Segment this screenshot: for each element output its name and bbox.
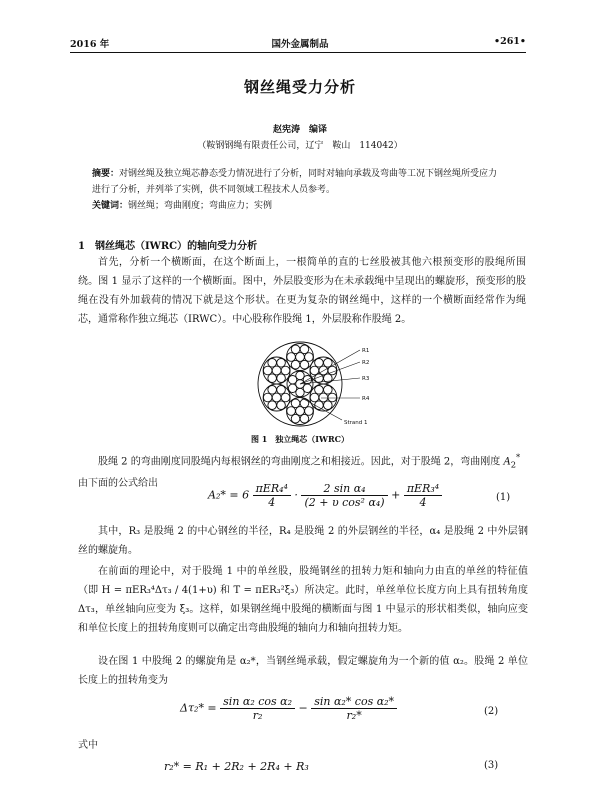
eq1-f3-den: 4 <box>419 496 427 509</box>
label-r1: R1 <box>362 348 370 354</box>
label-r4: R4 <box>362 396 370 402</box>
eq2-f2-den: r₂* <box>346 709 362 722</box>
where-label: 式中 <box>78 740 98 751</box>
eq2-f1-num: sin α₂ cos α₂ <box>220 695 295 709</box>
outer-strand <box>310 384 337 411</box>
outer-strand-wire <box>277 374 286 383</box>
section-heading: 1 钢丝绳芯（IWRC）的轴向受力分析 <box>78 241 258 252</box>
paragraph-5 <box>78 652 528 690</box>
paragraph-3-text: 其中，R₃ 是股绳 2 的中心钢丝的半径，R₄ 是股绳 2 的外层钢丝的半径，α₄ 是股绳 2 中外层钢丝的螺旋角。 <box>78 526 528 556</box>
paragraph-2b-text: 由下面的公式给出 <box>78 478 158 490</box>
label-center-strand: Strand 1 <box>344 420 368 426</box>
eq1-f1-num: πER₄⁴ <box>253 482 291 496</box>
outer-strand-wire <box>324 385 333 394</box>
eq1-f3-num: πER₃⁴ <box>404 482 442 496</box>
outer-strand-wire <box>305 407 314 416</box>
abstract-line-1: 对钢丝绳及独立绳芯静态受力情况进行了分析，同时对轴向承载及弯曲等工况下钢丝绳所受应力 <box>119 169 498 179</box>
figure-caption: 图 1 独立绳芯（IWRC） <box>250 434 350 444</box>
section-paragraph-1 <box>78 253 526 329</box>
eq1-f2-num: 2 sin α₄ <box>301 482 387 496</box>
outer-strand-wire <box>315 401 324 410</box>
paragraph-2: 股绳 2 的弯曲刚度同股绳内每根钢丝的弯曲刚度之和相接近。因此，对于股绳 2，弯曲刚度 $A_2^*$ 由下面的公式给出 <box>78 448 530 493</box>
outer-strand-wire <box>277 385 286 394</box>
equation-3: r₂* = R₁ + 2R₂ + 2R₄ + R₃ <box>164 760 309 773</box>
paragraph-4 <box>78 562 528 638</box>
outer-strand-wire <box>263 393 272 402</box>
eq1-f2-den: (2 + υ cos² α₄) <box>304 496 385 509</box>
abstract <box>92 166 532 214</box>
eq3-number: (3) <box>484 760 499 771</box>
eq2-f1-den: r₂ <box>252 709 263 722</box>
outer-strand-wire <box>300 345 309 354</box>
paragraph-4-text: 在前面的理论中，对于股绳 1 中的单丝股，股绳钢丝的扭转力矩和轴向力由直的单丝的特征值（即 H = πER₃⁴Δτ₃ / 4(1+υ) 和 T = πER₃²ξ₃）所决定。此时，单丝单位长度方向上具有扭转角度 Δτ₃，单丝轴向应变为 ξ₃。这样，如果钢丝绳中股绳的横断面与图 1 中显示的形状相类似，轴向应变和单位长度上的扭转角度则可以确定出弯曲股绳的轴向力和轴向扭转力矩。 <box>78 566 528 634</box>
keywords-text: 钢丝绳；弯曲刚度；弯曲应力；实例 <box>128 201 273 211</box>
paragraph-2-text: 股绳 2 的弯曲刚度同股绳内每根钢丝的弯曲刚度之和相接近。因此，对于股绳 2，弯曲刚度 <box>98 456 501 468</box>
abstract-label: 摘要： <box>92 169 120 179</box>
eq1-plus: + <box>391 488 401 502</box>
eq2-number: (2) <box>484 706 499 717</box>
header-rule <box>70 52 526 53</box>
outer-strand-wire <box>300 360 309 369</box>
outer-strand-wire <box>315 358 324 367</box>
keywords-label: 关键词： <box>92 201 129 211</box>
outer-strand-wire <box>281 366 290 375</box>
outer-strand-center-wire <box>296 407 305 416</box>
outer-strand-wire <box>310 393 319 402</box>
outer-strand-wire <box>291 414 300 423</box>
label-r2: R2 <box>362 360 370 366</box>
eq1-f1-den: 4 <box>268 496 276 509</box>
eq1-number: (1) <box>496 492 511 503</box>
outer-strand-wire <box>291 399 300 408</box>
header-page-number: •261• <box>494 36 526 47</box>
eq2-f2-num: sin α₂* cos α₂* <box>311 695 397 709</box>
outer-strand-center-wire <box>272 366 281 375</box>
outer-strand-wire <box>291 360 300 369</box>
outer-strand-wire <box>263 366 272 375</box>
equation-1: A₂* = 6 $\frac{\text{πER₄⁴}}{4}$ · $\frac{\text{2 sin α₄}}{\text{(2 + υ cos² α₄)}}$ + $\frac{\text{πER₃⁴}}{4}$ <box>208 482 442 509</box>
header-journal: 国外金属制品 <box>271 39 329 50</box>
author: 赵宪涛 编译 <box>272 125 327 135</box>
page-title: 钢丝绳受力分析 <box>243 78 356 96</box>
outer-strand-center-wire <box>296 353 305 362</box>
outer-strand-wire <box>277 358 286 367</box>
outer-strand <box>287 398 314 425</box>
outer-strand <box>263 384 290 411</box>
outer-strand-wire <box>287 407 296 416</box>
eq1-lhs: A₂* = 6 <box>208 488 250 502</box>
outer-strand-center-wire <box>319 393 328 402</box>
outer-strand-wire <box>268 358 277 367</box>
eq2-lhs: Δτ₂* = <box>180 701 217 715</box>
outer-strand-wire <box>281 393 290 402</box>
outer-strand-wire <box>328 393 337 402</box>
outer-strand <box>263 357 290 384</box>
iwrc-cross-section-figure <box>232 338 402 430</box>
paragraph-3 <box>78 522 528 560</box>
outer-strand-wire <box>268 374 277 383</box>
eq2-minus: − <box>298 701 308 715</box>
outer-strand-wire <box>291 345 300 354</box>
abstract-line-2: 进行了分析，并列举了实例，供不同领域工程技术人员参考。 <box>92 185 336 195</box>
outer-strand <box>287 344 314 371</box>
outer-strand-wire <box>300 414 309 423</box>
outer-strand-center-wire <box>272 393 281 402</box>
outer-strand-wire <box>324 401 333 410</box>
outer-strand-wire <box>287 353 296 362</box>
affiliation: （鞍钢钢绳有限责任公司，辽宁 鞍山 114042） <box>197 141 403 151</box>
paragraph-1-text: 首先，分析一个横断面，在这个断面上，一根简单的直的七丝股被其他六根预变形的股绳所围绕。图 1 显示了这样的一个横断面。图中，外层股变形为在未承载绳中呈现出的螺旋形，预变形的股绳在没有外加载荷的情况下就是这个形状。在更为复杂的钢丝绳中，这样的一个横断面经常作为绳芯，通常称作独立绳芯（IRWC）。中心股称作股绳 1，外层股称作股绳 2。 <box>78 257 526 325</box>
outer-strand-wire <box>310 366 319 375</box>
paragraph-5-text: 设在图 1 中股绳 2 的螺旋角是 α₂*，当钢丝绳承载，假定螺旋角为一个新的值 α₂。股绳 2 单位长度上的扭转角变为 <box>78 656 528 686</box>
outer-strand-wire <box>268 401 277 410</box>
outer-strand-wire <box>324 358 333 367</box>
label-r3: R3 <box>362 376 370 382</box>
outer-strand-wire <box>315 385 324 394</box>
outer-strand-wire <box>305 353 314 362</box>
header-year: 2016 年 <box>70 39 110 50</box>
outer-strand-wire <box>277 401 286 410</box>
outer-strand-wire <box>268 385 277 394</box>
outer-strand-wire <box>300 399 309 408</box>
equation-2 <box>180 695 397 722</box>
